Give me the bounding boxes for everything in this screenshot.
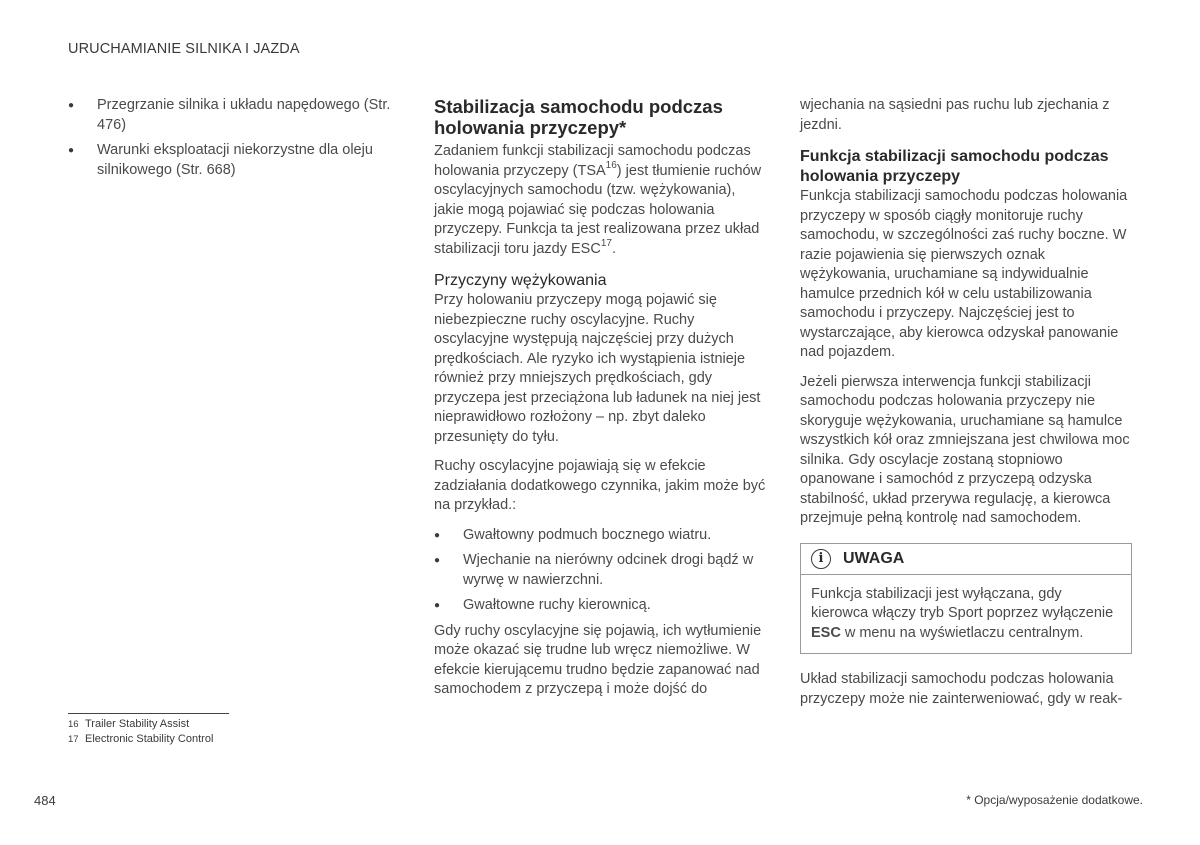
footnote-ref: 17: [600, 237, 612, 249]
paragraph: Układ stabilizacji samochodu podczas holowania przyczepy może nie zainterweniować, gdy w reak-: [800, 671, 1123, 707]
bullet-list: [68, 96, 400, 180]
intro-paragraph: Zadaniem funkcji stabilizacji samochodu podczas holowania przyczepy (TSA$^{16}$) jest tłumienie ruchów oscylacyjnych samochodu (tzw. wężykowania), jakie mogą pojawiać się podczas holowania przyczepy. Funkcja ta jest realizowana przez układ stabilizacji toru jazdy ESC$^{17}$.: [434, 143, 762, 257]
paragraph: Gdy ruchy oscylacyjne się pojawią, ich wytłumienie może okazać się trudne lub wręcz niemożliwe. W efekcie kierującemu trudno będzie zapanować nad samochodem z przyczepą i może dojść do: [434, 622, 762, 697]
esc-label: ESC: [811, 624, 841, 641]
footnote-ref: 16: [605, 159, 617, 171]
column-right: [800, 96, 1132, 709]
list-item: ● Wjechanie na nierówny odcinek drogi bądź w wyrwę w nawierzchni.: [434, 551, 766, 590]
note-box: [800, 543, 1132, 655]
column-middle: [434, 96, 766, 700]
bullet-list: [434, 526, 766, 616]
sub-heading: Funkcja stabilizacji samochodu podczas holowania przyczepy: [800, 148, 1109, 185]
paragraph: Przy holowaniu przyczepy mogą pojawić się niebezpieczne ruchy oscylacyjne. Ruchy oscylacyjne występują najczęściej przy dużych prędkościach. Ale ryzyko ich wystąpienia istnieje również przy mniejszych prędkościach, gdy przyczepa jest przeciążona lub ładunek na niej jest nieprawidłowo rozłożony – np. zbyt daleko przesunięty do tyłu.: [434, 292, 761, 445]
list-item: ● Gwałtowny podmuch bocznego wiatru.: [434, 526, 766, 546]
note-text: Funkcja stabilizacji jest wyłączana, gdy kierowca włączy tryb Sport poprzez wyłączenie ESC w menu na wyświetlaczu centralnym.: [811, 585, 1114, 641]
paragraph: Ruchy oscylacyjne pojawiają się w efekcie zadziałania dodatkowego czynnika, jakim może być na przykład.:: [434, 458, 766, 513]
page-header: URUCHAMIANIE SILNIKA I JAZDA: [68, 41, 300, 57]
optional-equipment-note: * Opcja/wyposażenie dodatkowe.: [966, 793, 1143, 807]
page-number: 484: [34, 793, 56, 808]
paragraph: Jeżeli pierwsza interwencja funkcji stabilizacji samochodu podczas holowania przyczepy nie skoryguje wężykowania, uruchamiane są hamulce wszystkich kół oraz zmniejszana jest chwilowa moc silnika. Gdy oscylacje zostaną stopniowo opanowane i samochód z przyczepą odzyska stabilność, układ przerywa regulację, a kierowca przejmuje pełną kontrolę nad samochodem.: [800, 373, 1130, 526]
footnotes: [68, 717, 213, 747]
footnote: 17 Electronic Stability Control: [68, 733, 214, 745]
list-item: ● Gwałtowne ruchy kierownicą.: [434, 596, 766, 616]
section-heading: Stabilizacja samochodu podczas holowania przyczepy*: [434, 96, 723, 138]
note-title: UWAGA: [843, 549, 905, 567]
note-header: [801, 544, 1131, 575]
footnote: 16 Trailer Stability Assist: [68, 718, 190, 730]
footnote-divider: [68, 713, 229, 714]
paragraph: Funkcja stabilizacji samochodu podczas holowania przyczepy w sposób ciągły monitoruje ruchy samochodu, w szczególności zaś ruchy boczne. W razie pojawienia się pierwszych oznak wężykowania, uruchamiane są indywidualnie hamulce przednich kół w celu ustabilizowania samochodu i przyczepy. Najczęściej jest to wystarczające, aby kierowca odzyskał panowanie nad pojazdem.: [800, 188, 1128, 360]
paragraph: wjechania na sąsiedni pas ruchu lub zjechania z jezdni.: [800, 97, 1110, 133]
list-item: ● Przegrzanie silnika i układu napędowego (Str. 476): [68, 96, 400, 135]
column-left: [68, 96, 400, 186]
sub-heading: Przyczyny wężykowania: [434, 272, 607, 289]
list-item: ● Warunki eksploatacji niekorzystne dla oleju silnikowego (Str. 668): [68, 141, 400, 180]
info-icon: i: [811, 549, 831, 569]
